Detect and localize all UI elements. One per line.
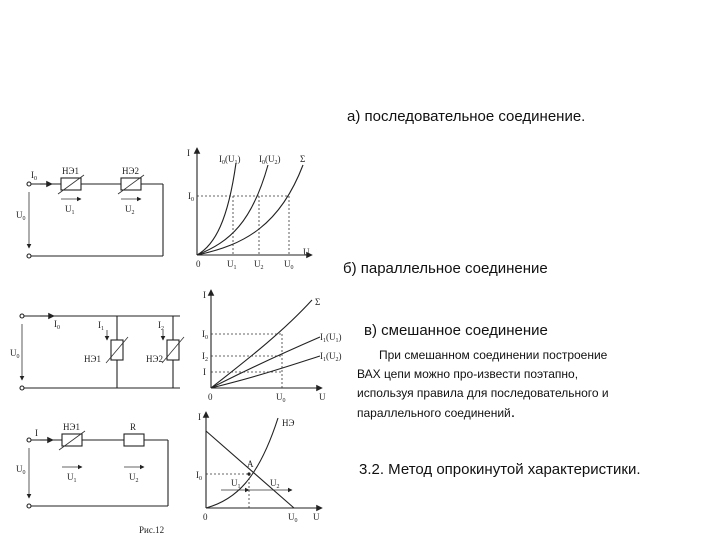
note-line-3: используя правила для последовательного и [357, 386, 609, 400]
point-label: A [247, 459, 254, 469]
x1-label: $U_1$ [227, 259, 237, 271]
heading-series-connection: а) последовательное соединение. [347, 108, 586, 125]
y-axis-label: I [203, 290, 206, 300]
element-2-label: НЭ2 [146, 354, 163, 364]
current-label: I [35, 428, 38, 438]
u2-label: $U_2$ [129, 472, 139, 484]
u0-label: $U_0$ [16, 464, 26, 476]
y-axis-label: I [187, 148, 190, 158]
element-slash [106, 337, 128, 363]
heading-mixed-connection: в) смешанное соединение [364, 322, 548, 339]
mixed-circuit [16, 422, 168, 535]
x0-label: $U_0$ [284, 259, 294, 271]
element-slash [162, 337, 184, 363]
series-circuit [16, 166, 163, 258]
curve-1-label: $I_0(U_1)$ [219, 154, 241, 166]
resistor-r [124, 434, 144, 446]
curve-2-label: $I_0(U_2)$ [259, 154, 281, 166]
heading-inverted-characteristic-method: 3.2. Метод опрокинутой характеристики. [359, 461, 641, 478]
terminal-top [27, 182, 31, 186]
element-label: НЭ1 [63, 422, 80, 432]
u1-label: $U_1$ [67, 472, 77, 484]
curve-1-label: $I_1(U_1)$ [320, 332, 342, 344]
parallel-circuit [10, 314, 184, 390]
x2-label: $U_2$ [254, 259, 264, 271]
i0-label: $I_0$ [196, 470, 202, 482]
u0-label: $U_0$ [276, 392, 286, 404]
note-line-4: параллельного соединений [357, 406, 511, 420]
sum-label: Σ [315, 297, 321, 307]
series-graph [187, 148, 312, 271]
origin-label: 0 [203, 512, 208, 522]
curve-i0-u2 [197, 165, 268, 255]
i1-label: I [203, 367, 206, 377]
inverted-characteristic-graph [196, 412, 322, 524]
heading-parallel-connection: б) параллельное соединение [343, 260, 548, 277]
sum-label: Σ [300, 154, 306, 164]
i0-label: $I_0$ [202, 329, 208, 341]
figure-caption: Рис.12 [139, 525, 165, 535]
curve-label: НЭ [282, 418, 295, 428]
terminal-top [20, 314, 24, 318]
terminal-bottom [27, 504, 31, 508]
terminal-bottom [20, 386, 24, 390]
terminal-top [27, 438, 31, 442]
u1-label: $U_1$ [231, 478, 241, 490]
note-period: . [510, 404, 516, 421]
x-axis-label: U [313, 512, 320, 522]
curve-i0-u1 [197, 163, 236, 255]
curve-2-label: $I_1(U_2)$ [320, 351, 342, 363]
origin-label: 0 [196, 259, 201, 269]
u0-label: $U_0$ [288, 512, 298, 524]
u0-label: $U_0$ [10, 348, 20, 360]
element-2-label: НЭ2 [122, 166, 139, 176]
current-label: $I_0$ [54, 319, 60, 331]
note-line-1: При смешанном соединении построение [379, 348, 608, 362]
current-label: $I_0$ [31, 170, 37, 182]
origin-label: 0 [208, 392, 213, 402]
parallel-graph [202, 290, 342, 404]
x-axis-label: U [303, 247, 310, 257]
y-axis-label: I [198, 412, 201, 422]
operating-point [247, 472, 250, 475]
i2-label: $I_2$ [202, 351, 208, 363]
i2-label: $I_2$ [158, 320, 164, 332]
inverted-resistor-line [206, 431, 294, 508]
u2-label: $U_2$ [125, 204, 135, 216]
element-1-label: НЭ1 [62, 166, 79, 176]
x-axis-label: U [319, 392, 326, 402]
u2-label: $U_2$ [270, 478, 280, 490]
terminal-bottom [27, 254, 31, 258]
i0-label: $I_0$ [188, 191, 194, 203]
resistor-label: R [130, 422, 137, 432]
note-line-2: ВАХ цепи можно про-извести поэтапно, [357, 367, 579, 381]
element-1-label: НЭ1 [84, 354, 101, 364]
i1-label: $I_1$ [98, 320, 104, 332]
u0-label: $U_0$ [16, 210, 26, 222]
u1-label: $U_1$ [65, 204, 75, 216]
